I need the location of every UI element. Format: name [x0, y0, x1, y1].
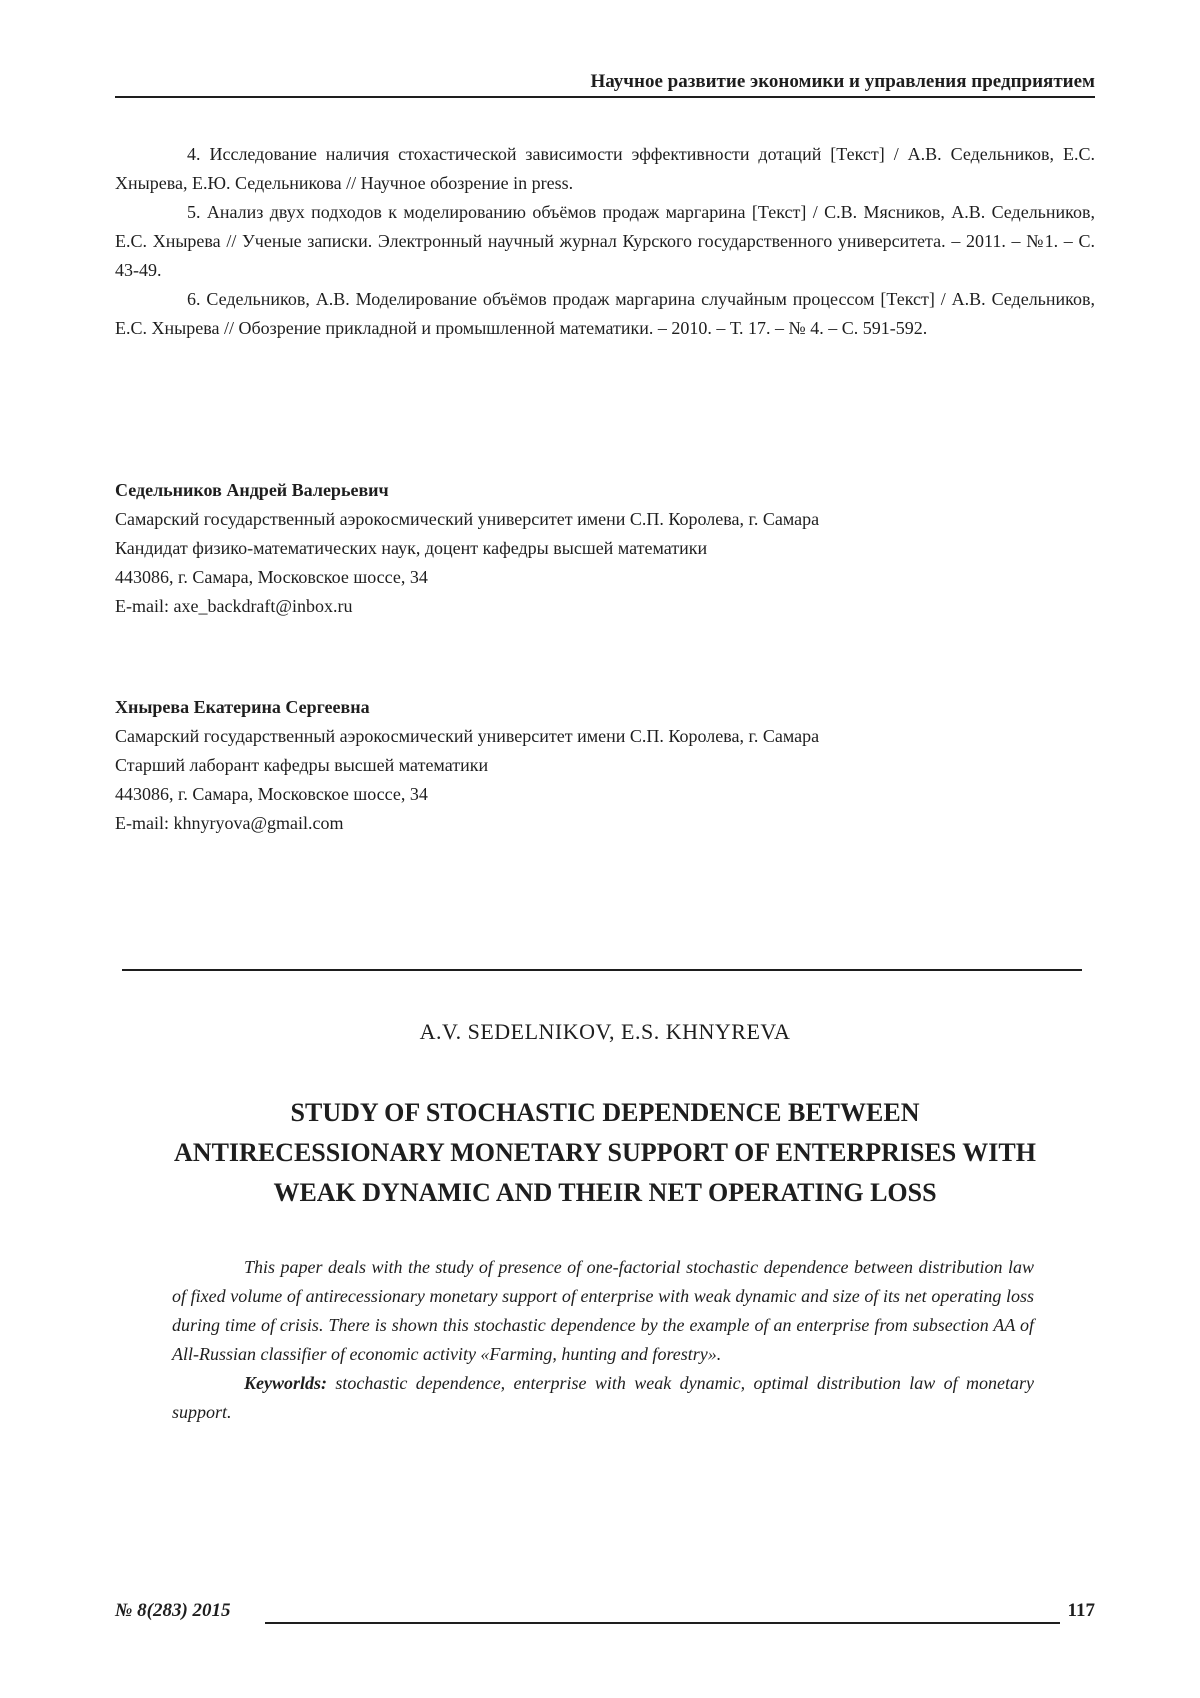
section-divider	[122, 969, 1082, 971]
english-title	[115, 1093, 1095, 1213]
author-address: 443086, г. Самара, Московское шоссе, 34	[115, 563, 1095, 592]
reference-list	[115, 140, 1095, 343]
keywords-text: stochastic dependence, enterprise with weak dynamic, optimal distribution law of monetary support.	[172, 1373, 1034, 1422]
title-line: ANTIRECESSIONARY MONETARY SUPPORT OF ENTERPRISES WITH	[115, 1133, 1095, 1173]
author-name: Седельников Андрей Валерьевич	[115, 476, 1095, 505]
english-authors: A.V. SEDELNIKOV, E.S. KHNYREVA	[115, 1018, 1095, 1046]
english-abstract	[172, 1253, 1034, 1427]
page-number: 117	[1068, 1600, 1095, 1622]
page-footer	[115, 1600, 1095, 1630]
title-line: WEAK DYNAMIC AND THEIR NET OPERATING LOSS	[115, 1173, 1095, 1213]
keywords	[172, 1369, 1034, 1427]
keywords-label: Keyworlds:	[244, 1373, 327, 1393]
reference-item: 4. Исследование наличия стохастической зависимости эффективности дотаций [Текст] / А.В. Седельников, Е.С. Хнырева, Е.Ю. Седельникова // Научное обозрение in press.	[115, 140, 1095, 198]
author-email: E-mail: khnyryova@gmail.com	[115, 809, 1095, 838]
header-rule	[115, 96, 1095, 98]
footer-rule	[265, 1622, 1060, 1624]
author-info-1	[115, 476, 1095, 621]
issue-number: № 8(283) 2015	[115, 1600, 231, 1622]
author-name: Хнырева Екатерина Сергеевна	[115, 693, 1095, 722]
author-address: 443086, г. Самара, Московское шоссе, 34	[115, 780, 1095, 809]
author-email: E-mail: axe_backdraft@inbox.ru	[115, 592, 1095, 621]
abstract-text: This paper deals with the study of presence of one-factorial stochastic dependence between distribution law of fixed volume of antirecessionary monetary support of enterprise with weak dynamic and size of its net operating loss during time of crisis. There is shown this stochastic dependence by the example of an enterprise from subsection AA of All-Russian classifier of economic activity «Farming, hunting and forestry».	[172, 1253, 1034, 1369]
author-info-2	[115, 693, 1095, 838]
author-affiliation: Самарский государственный аэрокосмический университет имени С.П. Королева, г. Самара	[115, 722, 1095, 751]
reference-item: 6. Седельников, А.В. Моделирование объёмов продаж маргарина случайным процессом [Текст] / А.В. Седельников, Е.С. Хнырева // Обозрение прикладной и промышленной математики. – 2010. – Т. 17. – № 4. – С. 591-592.	[115, 285, 1095, 343]
title-line: STUDY OF STOCHASTIC DEPENDENCE BETWEEN	[115, 1093, 1095, 1133]
running-head: Научное развитие экономики и управления предприятием	[115, 70, 1095, 94]
author-position: Кандидат физико-математических наук, доцент кафедры высшей математики	[115, 534, 1095, 563]
author-affiliation: Самарский государственный аэрокосмический университет имени С.П. Королева, г. Самара	[115, 505, 1095, 534]
author-position: Старший лаборант кафедры высшей математики	[115, 751, 1095, 780]
reference-item: 5. Анализ двух подходов к моделированию объёмов продаж маргарина [Текст] / С.В. Мясников, А.В. Седельников, Е.С. Хнырева // Ученые записки. Электронный научный журнал Курского государственного университета. – 2011. – №1. – С. 43-49.	[115, 198, 1095, 285]
